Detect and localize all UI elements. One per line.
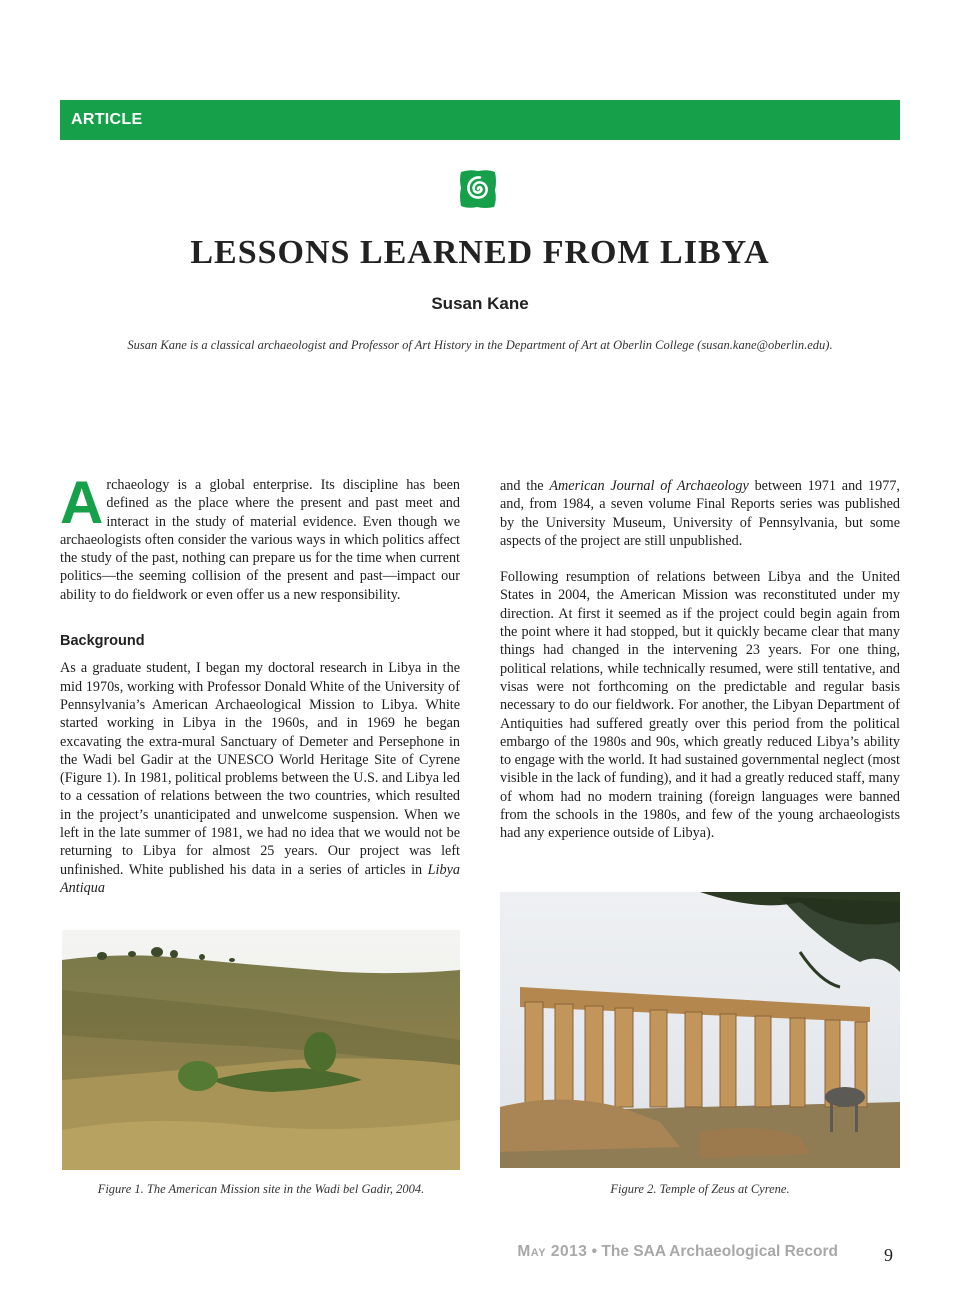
background-paragraph-start [60, 659, 460, 897]
page-footer [517, 1243, 838, 1261]
figure-2-caption: Figure 2. Temple of Zeus at Cyrene. [610, 1182, 790, 1196]
section-banner [60, 100, 900, 140]
journal-title: American Journal of Archaeology [549, 478, 749, 494]
background-text-continued: and the [500, 478, 550, 494]
author-bio: Susan Kane is a classical archaeologist and Professor of Art History in the Department of Art at Oberlin College (susan.kane@oberlin.edu). [127, 338, 833, 352]
background-text-end: between 1971 and 1977, and, from 1984, a seven volume Final Reports series was published by the University Museum, University of Pennsylvania, but some aspects of the project are still unpublished. [500, 478, 900, 549]
article-title: LESSONS LEARNED FROM LIBYA [190, 234, 770, 271]
intro-paragraph [60, 469, 460, 604]
drop-cap: A [60, 469, 104, 536]
figure-2-photo [500, 892, 900, 1168]
right-column [500, 477, 900, 843]
footer-separator: • [587, 1243, 602, 1260]
left-column [60, 469, 460, 897]
intro-text: rchaeology is a global enterprise. Its discipline has been defined as the place where the present and past meet and interact in the study of material evidence. Even though we archaeologists often consider the various ways in which politics affect the study of the past, nothing can prepare us for the time when current politics—the seeming collision of the present and past—impact our ability to do fieldwork or even offer us a new responsibility. [60, 477, 460, 603]
background-paragraph-continued [500, 477, 900, 550]
publication-name: The SAA Archaeological Record [601, 1243, 838, 1260]
figure-1-photo [62, 930, 460, 1170]
spiral-icon [458, 168, 498, 210]
background-text: As a graduate student, I began my doctoral research in Libya in the mid 1970s, working with Professor Donald White of the University of Pennsylvania’s American Archaeological Mission to Libya. White started working in Libya in the 1960s, and in 1969 he began excavating the extra-mural Sanctuary of Demeter and Persephone in the Wadi bel Gadir at the UNESCO World Heritage Site of Cyrene (Figure 1). In 1981, political problems between the U.S. and Libya led to a cessation of relations between the two countries, which resulted in the project’s unanticipated and unwelcome suspension. When we left in the late summer of 1981, we had no idea that we would not be returning to Libya for almost 25 years. Our project was left unfinished. White published his data in a series of articles in [60, 660, 460, 878]
resumption-paragraph: Following resumption of relations between Libya and the United States in 2004, the American Mission was reconstituted under my direction. At first it seemed as if the project could begin again from the point where it had stopped, but it quickly became clear that many things had changed in the intervening 23 years. For one thing, political relations, while technically resumed, were still tentative, and visas were not forthcoming on the predictable and regular basis necessary to do our fieldwork. For another, the Libyan Department of Antiquities had suffered greatly over this period from the political embargo of the 1980s and 90s, which greatly reduced Libya’s ability to engage with the world. It had sustained governmental neglect (most visible in the lack of funding), and it had a greatly reduced staff, many of whom had no modern training (foreign languages were banned from the schools in the 1980s, and few of the young archaeologists had any experience outside of Libya). [500, 569, 900, 842]
journal-title: Libya Antiqua [60, 861, 460, 896]
section-label: ARTICLE [71, 111, 143, 128]
author-name: Susan Kane [431, 294, 529, 313]
figure-1-caption: Figure 1. The American Mission site in the Wadi bel Gadir, 2004. [97, 1182, 425, 1196]
issue-date: May 2013 [517, 1243, 588, 1260]
section-heading-background: Background [60, 633, 145, 650]
page-number: 9 [884, 1245, 893, 1265]
